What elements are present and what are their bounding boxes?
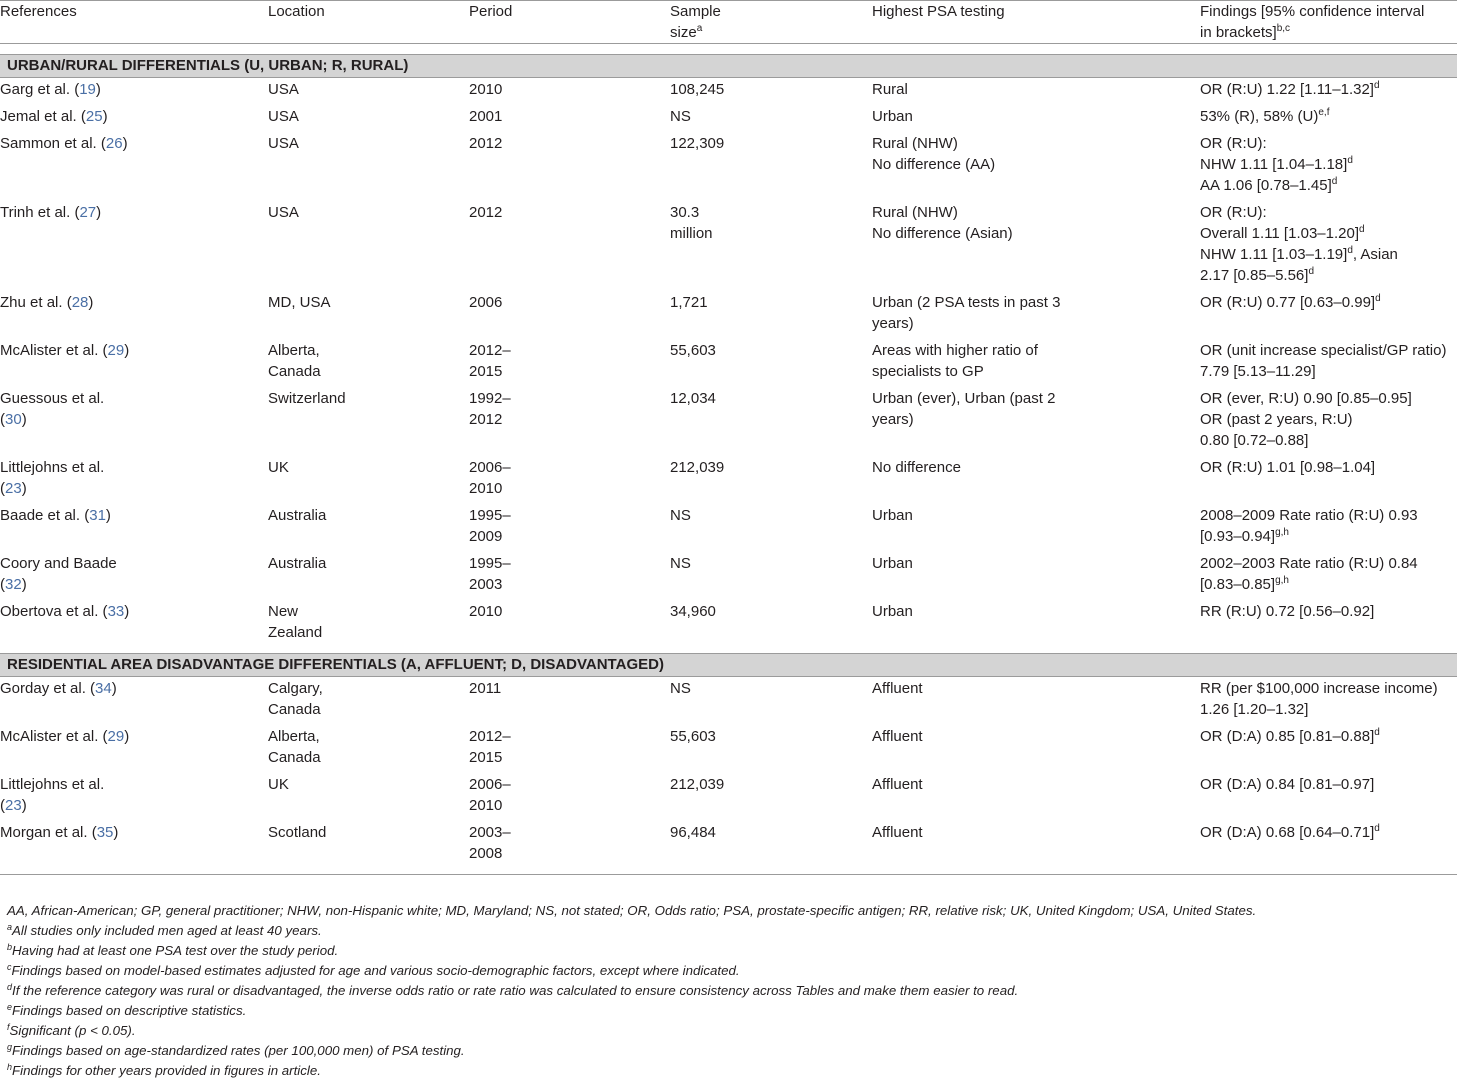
table-row [0,132,1457,201]
author-name: Littlejohns et al. [0,776,105,793]
sample-size-cell-line: 108,245 [670,81,725,98]
reference-cell [0,339,268,387]
citation-link: 30 [5,411,22,428]
sample-size-cell-line: NS [670,108,691,125]
location-cell [268,132,469,201]
reference-cell [0,201,268,291]
findings-cell [1200,600,1457,654]
findings-cell [1200,201,1457,291]
highest-testing-cell-line: Rural (NHW) [872,135,958,152]
findings-cell [1200,552,1457,600]
highest-testing-cell [872,132,1200,201]
sample-size-cell [670,456,872,504]
location-cell [268,201,469,291]
location-cell [268,105,469,132]
period-cell-line: 2012 [469,204,503,221]
author-name: Gorday et al. (34) [0,680,117,697]
highest-testing-cell-line: Affluent [872,680,923,697]
findings-line: OR (D:A) 0.84 [0.81–0.97] [1200,776,1375,793]
column-header: References [0,3,77,20]
location-cell-line: Switzerland [268,390,346,407]
sample-size-cell-line: million [670,225,713,242]
section-title: RESIDENTIAL AREA DISADVANTAGE DIFFERENTIALS (A, AFFLUENT; D, DISADVANTAGED) [0,654,1457,677]
highest-testing-cell-line: Rural (NHW) [872,204,958,221]
findings-cell [1200,821,1457,875]
author-name: Sammon et al. (26) [0,135,128,152]
findings-cell [1200,339,1457,387]
highest-testing-cell-line: years) [872,315,914,332]
findings-cell [1200,78,1457,106]
findings-cell [1200,725,1457,773]
footnote-mark: g,h [1275,575,1289,586]
location-cell-line: USA [268,135,299,152]
highest-testing-cell-line: Areas with higher ratio of [872,342,1038,359]
reference-cell [0,456,268,504]
location-cell-line: Canada [268,701,321,718]
location-cell-line: USA [268,108,299,125]
footnote-mark: d [1375,293,1381,304]
column-header-line: in brackets]$^{b,c}$ [1200,23,1291,41]
period-cell-line: 2012– [469,728,511,745]
period-cell [469,600,670,654]
location-cell-line: Alberta, [268,728,320,745]
table-footnotes [7,901,1447,1081]
reference-cell [0,78,268,106]
footnote-mark: e [7,1002,13,1012]
author-name: Obertova et al. (33) [0,603,130,620]
table-row [0,339,1457,387]
reference-cell [0,387,268,456]
highest-testing-cell [872,552,1200,600]
citation: (23) [0,480,27,497]
footnote-mark: b,c [1276,23,1291,34]
findings-line: AA 1.06 $[0.78-1.45]^d$ [1200,176,1338,194]
location-cell-line: Canada [268,749,321,766]
highest-testing-cell-line: Affluent [872,776,923,793]
highest-testing-cell [872,387,1200,456]
footnote-mark: g [7,1042,13,1052]
period-cell [469,339,670,387]
table-row [0,78,1457,106]
reference-cell [0,552,268,600]
footnote-mark: d [1374,823,1380,834]
citation-link: 27 [79,204,97,221]
period-cell [469,105,670,132]
highest-testing-cell-line: Affluent [872,728,923,745]
highest-testing-cell [872,456,1200,504]
table-row [0,725,1457,773]
findings-line: 2.17 $[0.85-5.56]^d$ [1200,266,1314,284]
location-cell-line: UK [268,776,289,793]
footnote-mark: d [1347,155,1353,166]
location-cell-line: MD, USA [268,294,331,311]
citation-link: 23 [5,480,22,497]
footnote: $^d$If the reference category was rural or disadvantaged, the inverse odds ratio or rate ratio was calculated to ensure consistency across Tables and make them easier to read. [7,982,1019,998]
highest-testing-cell [872,725,1200,773]
findings-line: 2002–2003 Rate ratio (R:U) 0.84 [1200,555,1418,572]
highest-testing-cell [872,600,1200,654]
location-cell-line: UK [268,459,289,476]
section-header-row [0,55,1457,78]
highest-testing-cell [872,821,1200,875]
citation-link: 32 [5,576,22,593]
findings-line: OR (ever, R:U) 0.90 [0.85–0.95] [1200,390,1412,407]
citation-link: 33 [107,603,125,620]
citation-link: 29 [107,728,125,745]
citation-link: 25 [85,108,103,125]
highest-testing-cell [872,78,1200,106]
author-name: Garg et al. (19) [0,81,101,98]
footnote: $^e$Findings based on descriptive statistics. [7,1002,247,1018]
location-cell [268,456,469,504]
period-cell-line: 2015 [469,749,503,766]
sample-size-cell-line: NS [670,555,691,572]
table-header-row [0,1,1457,44]
period-cell-line: 2010 [469,480,503,497]
findings-line: OR (unit increase specialist/GP ratio) [1200,342,1447,359]
period-cell [469,677,670,726]
location-cell-line: New [268,603,299,620]
footnote-mark: a [696,23,703,34]
footnote: $^h$Findings for other years provided in figures in article. [7,1062,321,1078]
footnote-mark: e,f [1318,107,1330,118]
footnote-mark: a [7,922,13,932]
highest-testing-cell-line: No difference [872,459,961,476]
findings-line: OR (R:U): [1200,204,1267,221]
sample-size-cell-line: NS [670,507,691,524]
column-header-line: Findings [95% confidence interval [1200,3,1425,20]
findings-line: RR (per $100,000 increase income) [1200,680,1438,697]
footnote-mark: d [1359,224,1365,235]
citation-link: 31 [89,507,106,524]
period-cell-line: 2003– [469,824,511,841]
author-name: Trinh et al. (27) [0,204,102,221]
citation-link: 28 [71,294,89,311]
table-row [0,201,1457,291]
period-cell-line: 2009 [469,528,503,545]
sample-size-cell [670,201,872,291]
sample-size-cell-line: 12,034 [670,390,716,407]
findings-line: OR (D:A) 0.85 $[0.81-0.88]^d$ [1200,727,1380,745]
citation-link: 34 [95,680,112,697]
table-row [0,291,1457,339]
table-row [0,821,1457,875]
table-row [0,456,1457,504]
location-cell-line: Alberta, [268,342,320,359]
location-cell [268,291,469,339]
sample-size-cell [670,504,872,552]
column-header [670,1,872,44]
citation-link: 23 [5,797,22,814]
period-cell [469,821,670,875]
findings-line: 53% (R), 58% $(U)^{e,f}$ [1200,107,1330,125]
table-row [0,600,1457,654]
location-cell-line: Canada [268,363,321,380]
findings-cell [1200,387,1457,456]
reference-cell [0,291,268,339]
footnote-mark: d [1331,176,1338,187]
findings-line: Overall 1.11 $[1.03-1.20]^d$ [1200,224,1365,242]
findings-line: OR (R:U) 0.77 $[0.63-0.99]^d$ [1200,293,1381,311]
period-cell-line: 2006– [469,776,511,793]
sample-size-cell-line: 122,309 [670,135,725,152]
findings-line: $[0.83-0.85]^{g,h}$ [1200,575,1289,593]
location-cell [268,600,469,654]
period-cell [469,456,670,504]
sample-size-cell [670,78,872,106]
reference-cell [0,773,268,821]
findings-cell [1200,456,1457,504]
sample-size-cell-line: 212,039 [670,459,725,476]
findings-line: 7.79 [5.13–11.29] [1200,363,1316,380]
footnote: $^f$Significant (p < 0.05). [7,1022,136,1038]
spacer-row [0,44,1457,55]
period-cell-line: 2010 [469,797,503,814]
citation-link: 26 [105,135,123,152]
table-row [0,105,1457,132]
period-cell [469,725,670,773]
period-cell-line: 2012 [469,135,503,152]
sample-size-cell [670,725,872,773]
author-name: Baade et al. (31) [0,507,111,524]
location-cell-line: Calgary, [268,680,323,697]
findings-line: OR (R:U): [1200,135,1267,152]
table-row [0,387,1457,456]
sample-size-cell-line: 55,603 [670,342,716,359]
location-cell-line: USA [268,204,299,221]
location-cell-line: Australia [268,555,327,572]
findings-line: RR (R:U) 0.72 [0.56–0.92] [1200,603,1375,620]
findings-cell [1200,504,1457,552]
table-row [0,677,1457,726]
location-cell-line: Scotland [268,824,327,841]
footnote-mark: g,h [1275,527,1289,538]
highest-testing-cell-line: Urban [872,507,913,524]
period-cell [469,773,670,821]
highest-testing-cell-line: Affluent [872,824,923,841]
author-name: McAlister et al. (29) [0,342,130,359]
highest-testing-cell [872,677,1200,726]
sample-size-cell-line: 212,039 [670,776,725,793]
author-name: Jemal et al. (25) [0,108,108,125]
period-cell-line: 2006 [469,294,503,311]
column-header-line: Sample [670,3,721,20]
findings-line: 0.80 [0.72–0.88] [1200,432,1309,449]
findings-line: OR (R:U) 1.01 [0.98–1.04] [1200,459,1376,476]
location-cell [268,552,469,600]
period-cell-line: 2011 [469,680,502,697]
reference-cell [0,677,268,726]
period-cell-line: 2008 [469,845,503,862]
sample-size-cell [670,105,872,132]
period-cell-line: 2001 [469,108,503,125]
findings-line: $[0.93-0.94]^{g,h}$ [1200,527,1289,545]
footnote-mark: c [7,962,12,972]
location-cell [268,504,469,552]
author-name: Guessous et al. [0,390,105,407]
sample-size-cell [670,821,872,875]
sample-size-cell [670,132,872,201]
findings-cell [1200,291,1457,339]
period-cell [469,291,670,339]
citation: (30) [0,411,27,428]
highest-testing-cell-line: No difference (Asian) [872,225,1013,242]
footnote-mark: d [1347,245,1353,256]
period-cell-line: 2003 [469,576,503,593]
findings-line: OR (past 2 years, R:U) [1200,411,1353,428]
reference-cell [0,504,268,552]
location-cell [268,725,469,773]
period-cell-line: 2010 [469,81,503,98]
reference-cell [0,725,268,773]
location-cell [268,773,469,821]
findings-line: OR (R:U) 1.22 $[1.11-1.32]^d$ [1200,80,1380,98]
sample-size-cell [670,552,872,600]
sample-size-cell-line: NS [670,680,691,697]
period-cell-line: 2015 [469,363,503,380]
highest-testing-cell-line: Urban [872,108,913,125]
sample-size-cell [670,677,872,726]
highest-testing-cell-line: No difference (AA) [872,156,996,173]
footnote-mark: h [7,1062,13,1072]
period-cell [469,504,670,552]
location-cell [268,339,469,387]
section-header-row [0,654,1457,677]
location-cell-line: Australia [268,507,327,524]
column-header-line: size$^a$ [670,23,703,41]
location-cell [268,821,469,875]
author-name: Morgan et al. (35) [0,824,119,841]
location-cell-line: USA [268,81,299,98]
footnote-mark: d [1308,266,1314,277]
author-name: Zhu et al. (28) [0,294,94,311]
highest-testing-cell-line: years) [872,411,914,428]
sample-size-cell [670,291,872,339]
highest-testing-cell [872,201,1200,291]
sample-size-cell-line: 1,721 [670,294,708,311]
findings-cell [1200,105,1457,132]
footnote-mark: d [1373,80,1380,91]
period-cell-line: 2006– [469,459,511,476]
findings-line: 1.26 [1.20–1.32] [1200,701,1309,718]
column-header [1200,1,1457,44]
footnote-mark: d [1374,727,1380,738]
period-cell-line: 1995– [469,507,511,524]
sample-size-cell [670,387,872,456]
findings-cell [1200,773,1457,821]
highest-testing-cell [872,504,1200,552]
highest-testing-cell-line: specialists to GP [872,363,984,380]
citation-link: 35 [96,824,114,841]
location-cell [268,78,469,106]
footnote: $^g$Findings based on age-standardized rates (per 100,000 men) of PSA testing. [7,1042,465,1058]
citation-link: 19 [79,81,96,98]
findings-line: NHW 1.11 $[1.04-1.18]^d$ [1200,155,1353,173]
sample-size-cell [670,600,872,654]
period-cell [469,201,670,291]
location-cell [268,387,469,456]
column-header: Period [469,3,513,20]
period-cell-line: 2012 [469,411,503,428]
period-cell [469,132,670,201]
location-cell-line: Zealand [268,624,323,641]
sample-size-cell-line: 96,484 [670,824,716,841]
sample-size-cell-line: 30.3 [670,204,700,221]
footnote-mark: f [7,1022,10,1032]
table-row [0,552,1457,600]
sample-size-cell [670,339,872,387]
citation: (23) [0,797,27,814]
footnote: $^a$All studies only included men aged at least 40 years. [7,922,322,938]
highest-testing-cell-line: Rural [872,81,908,98]
author-name: Coory and Baade [0,555,117,572]
highest-testing-cell-line: Urban (ever), Urban (past 2 [872,390,1056,407]
sample-size-cell-line: 55,603 [670,728,716,745]
section-title: URBAN/RURAL DIFFERENTIALS (U, URBAN; R, RURAL) [0,55,1457,78]
period-cell [469,78,670,106]
highest-testing-cell-line: Urban [872,603,913,620]
findings-line: OR (D:A) 0.68 $[0.64-0.71]^d$ [1200,823,1380,841]
highest-testing-cell-line: Urban (2 PSA tests in past 3 [872,294,1061,311]
period-cell-line: 1995– [469,555,511,572]
footnote: $^c$Findings based on model-based estimates adjusted for age and various socio-demographic factors, except where indicated. [7,962,740,978]
footnote: AA, African-American; GP, general practitioner; NHW, non-Hispanic white; MD, Maryland; NS, not stated; OR, Odds ratio; PSA, prostate-specific antigen; RR, relative risk; UK, United Kingdom; USA, United States. [7,903,1257,918]
column-header: Highest PSA testing [872,3,1005,20]
period-cell [469,552,670,600]
highest-testing-cell [872,291,1200,339]
reference-cell [0,132,268,201]
highest-testing-cell-line: Urban [872,555,913,572]
author-name: McAlister et al. (29) [0,728,130,745]
reference-cell [0,105,268,132]
highest-testing-cell [872,339,1200,387]
period-cell [469,387,670,456]
table-row [0,773,1457,821]
period-cell-line: 2010 [469,603,503,620]
period-cell-line: 1992– [469,390,511,407]
table-body [0,44,1457,875]
author-name: Littlejohns et al. [0,459,105,476]
sample-size-cell-line: 34,960 [670,603,716,620]
findings-cell [1200,132,1457,201]
footnote-mark: d [7,982,13,992]
reference-cell [0,821,268,875]
highest-testing-cell [872,773,1200,821]
citation: (32) [0,576,27,593]
reference-cell [0,600,268,654]
sample-size-cell [670,773,872,821]
highest-testing-cell [872,105,1200,132]
citation-link: 29 [107,342,125,359]
table-row [0,504,1457,552]
footnote-mark: b [7,942,13,952]
findings-line: NHW 1.11 $[1.03-1.19]^d$, Asian [1200,245,1398,263]
findings-cell [1200,677,1457,726]
location-cell [268,677,469,726]
period-cell-line: 2012– [469,342,511,359]
footnote: $^b$Having had at least one PSA test over the study period. [7,942,339,958]
findings-line: 2008–2009 Rate ratio (R:U) 0.93 [1200,507,1418,524]
column-header: Location [268,3,325,20]
